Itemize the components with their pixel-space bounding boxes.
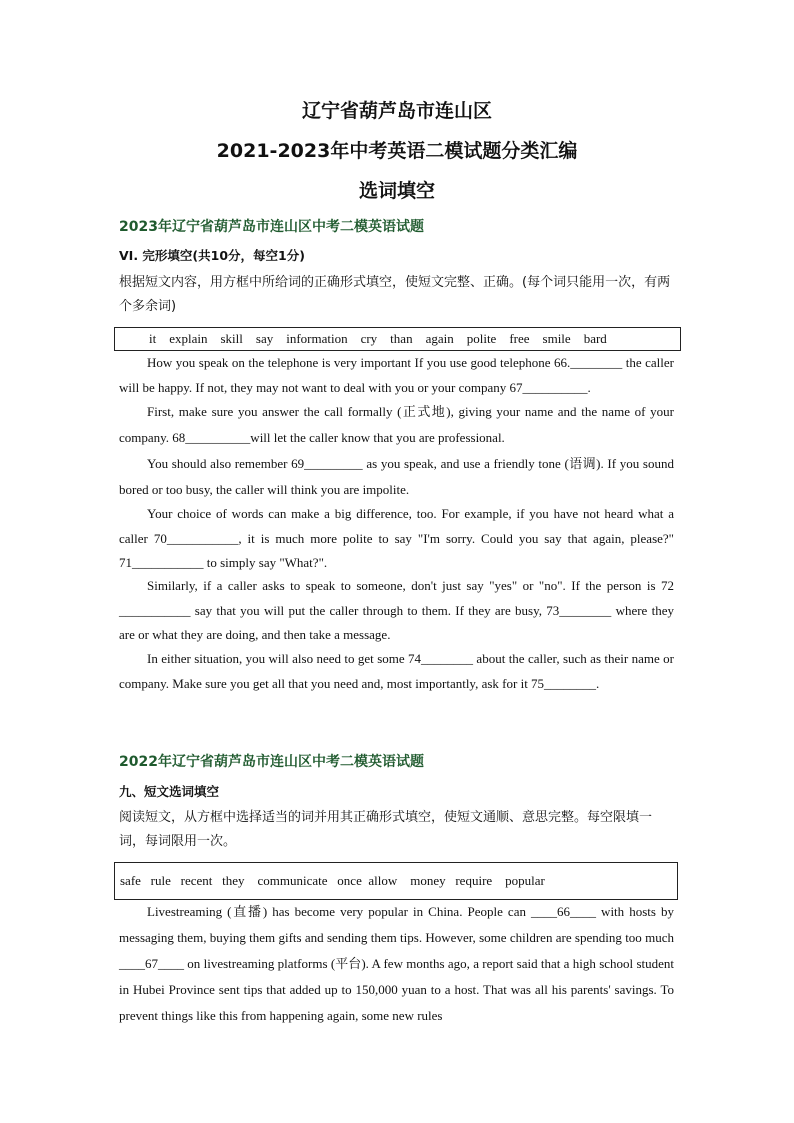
document-title-topic: 选词填空	[358, 180, 435, 202]
passage-paragraph: Your choice of words can make a big difference, too. For example, if you have not heard what a caller 70___________, it is much more polite to say "I'm sorry. Could you say that again, please?" 71___________ to simply say "What?".	[119, 506, 674, 570]
section-subheading-2022: 九、短文选词填空	[119, 784, 220, 799]
section-instruction-2022: 阅读短文，从方框中选择适当的词并用其正确形式填空，使短文通顺、意思完整。每空限填一词，每词限用一次。	[119, 810, 653, 849]
passage-paragraph: Livestreaming (直播) has become very popular in China. People can ____66____ with hosts by messaging them, buying them gifts and sending them tips. However, some children are spending too much ____67____ on livestreaming platforms (平台). A few months ago, a report said that a high school student in Hubei Province sent tips that added up to 150,000 yuan to a host. That was all his parents' savings. To prevent things like this from happening again, some new rules	[119, 904, 674, 1023]
section-instruction-2023: 根据短文内容，用方框中所给词的正确形式填空，使短文完整、正确。(每个词只能用一次，有两个多余词)	[119, 275, 671, 314]
document-title-region: 辽宁省葫芦岛市连山区	[301, 100, 492, 122]
section-heading-2022: 2022年辽宁省葫芦岛市连山区中考二模英语试题	[119, 754, 424, 770]
passage-paragraph: Similarly, if a caller asks to speak to someone, don't just say "yes" or "no". If the person is 72 ___________ say that you will put the caller through to them. If they are busy, 73________ where they are or what they are doing, and then take a message.	[119, 578, 674, 642]
passage-paragraph: How you speak on the telephone is very important If you use good telephone 66.________ the caller will be happy. If not, they may not want to deal with you or your company 67__________.	[119, 355, 674, 395]
passage-paragraph: First, make sure you answer the call formally (正式地), giving your name and the name of your company. 68__________will let the caller know that you are professional.	[119, 404, 674, 445]
passage-paragraph: You should also remember 69_________ as you speak, and use a friendly tone (语调). If you sound bored or too busy, the caller will think you are impolite.	[119, 456, 674, 497]
word-bank-2023: it explain skill say information cry than again polite free smile bard	[149, 331, 607, 346]
document-title-series: 2021-2023年中考英语二模试题分类汇编	[216, 140, 578, 162]
section-heading-2023: 2023年辽宁省葫芦岛市连山区中考二模英语试题	[119, 219, 424, 235]
word-bank-2022: safe rule recent they communicate once allow money require popular	[120, 873, 545, 888]
word-bank-box-2023	[114, 327, 681, 351]
section-subheading-2023: VI. 完形填空(共10分，每空1分)	[119, 248, 305, 263]
passage-paragraph: In either situation, you will also need to get some 74________ about the caller, such as their name or company. Make sure you get all that you need and, most importantly, ask for it 75________.	[119, 651, 674, 691]
word-bank-box-2022	[114, 862, 678, 900]
